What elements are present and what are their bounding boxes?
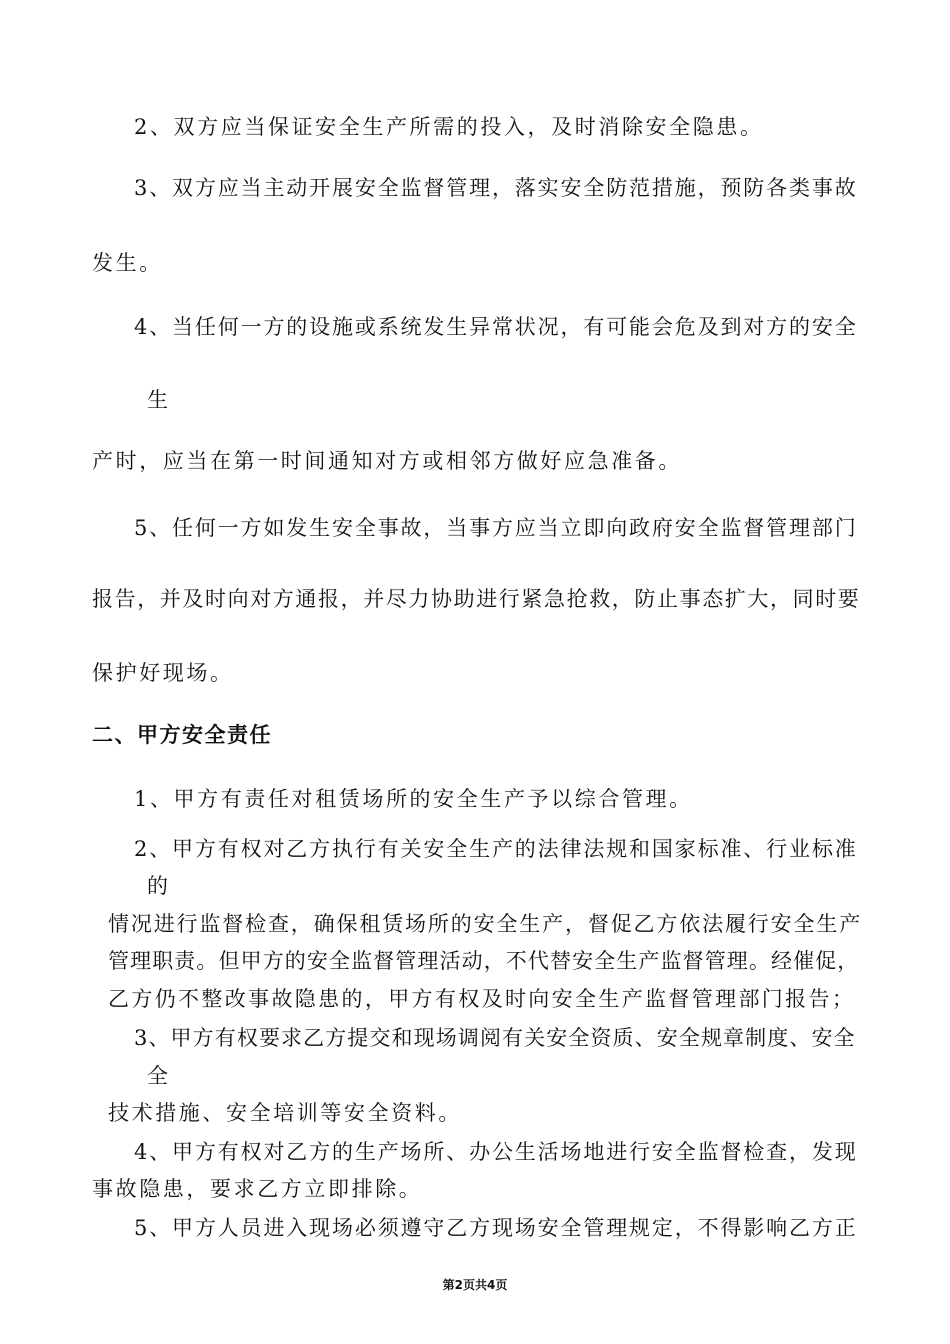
paragraph-line: 技术措施、安全培训等安全资料。 <box>108 1101 462 1125</box>
paragraph-line: 产时，应当在第一时间通知对方或相邻方做好应急准备。 <box>92 449 682 473</box>
paragraph-line: 乙方仍不整改事故隐患的，甲方有权及时向安全生产监督管理部门报告； <box>108 987 856 1011</box>
paragraph-line: 管理职责。但甲方的安全监督管理活动，不代替安全生产监督管理。经催促， <box>108 949 860 973</box>
paragraph-line: 报告，并及时向对方通报，并尽力协助进行紧急抢救，防止事态扩大，同时要 <box>92 587 861 611</box>
paragraph-line: 1、甲方有责任对租赁场所的安全生产予以综合管理。 <box>134 787 693 811</box>
section-heading: 二、甲方安全责任 <box>92 723 272 747</box>
paragraph-line: 生 <box>147 388 171 412</box>
paragraph-line: 全 <box>147 1064 171 1088</box>
paragraph-line: 5、甲方人员进入现场必须遵守乙方现场安全管理规定，不得影响乙方正 <box>134 1216 858 1240</box>
paragraph-line: 发生。 <box>92 251 163 275</box>
paragraph-line: 5、任何一方如发生安全事故，当事方应当立即向政府安全监督管理部门 <box>134 516 858 540</box>
paragraph-line: 2、甲方有权对乙方执行有关安全生产的法律法规和国家标准、行业标准 <box>134 837 858 861</box>
paragraph-line: 3、双方应当主动开展安全监督管理，落实安全防范措施，预防各类事故 <box>134 176 858 200</box>
paragraph-line: 3、甲方有权要求乙方提交和现场调阅有关安全资质、安全规章制度、安全 <box>134 1026 856 1050</box>
paragraph-line: 的 <box>147 874 171 898</box>
paragraph-line: 情况进行监督检查，确保租赁场所的安全生产，督促乙方依法履行安全生产 <box>108 912 863 936</box>
paragraph-line: 保护好现场。 <box>92 661 234 685</box>
paragraph-line: 4、甲方有权对乙方的生产场所、办公生活场地进行安全监督检查，发现 <box>134 1140 858 1164</box>
page-number: 第2页共4页 <box>442 1278 508 1292</box>
paragraph-line: 2、双方应当保证安全生产所需的投入，及时消除安全隐患。 <box>134 115 764 139</box>
paragraph-line: 事故隐患，要求乙方立即排除。 <box>92 1177 423 1201</box>
paragraph-line: 4、当任何一方的设施或系统发生异常状况，有可能会危及到对方的安全 <box>134 315 858 339</box>
